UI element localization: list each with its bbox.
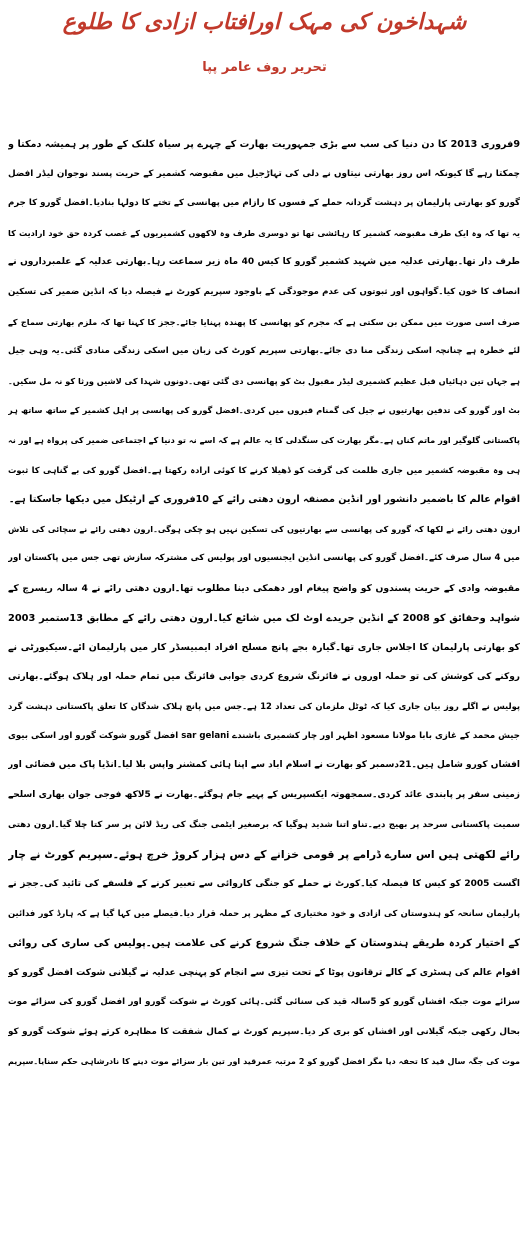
body-line: 9فروری 2013 کا دن دنیا کی سب سے بڑی جمہوریت بھارت کے چہرے پر سیاہ کلنک کے طور پر ہمیشہ دمکتا و [8, 139, 520, 150]
body-line: ہے جہاں تین دہائیاں قبل عظیم کشمیری لیڈر مقبول بٹ کو پھانسی دی گئی تھی۔دونوں شہدا کی لاشیں ورثا کو نہ مل سکیں۔ [8, 375, 520, 386]
body-line: مقبوضہ وادی کے حریت پسندوں کو واضح پیغام اور دھمکی دینا مطلوب تھا۔ارون دھتی رائے نے 4 سالہ ریسرچ کے [8, 582, 520, 594]
body-line: کے اختیار کردہ طریقے ہندوستان کے خلاف جنگ شروع کرنے کی علامت ہیں۔پولیس کی ساری کی روائی [8, 938, 520, 950]
body-line: بحال رکھی جبکہ گیلانی اور افشاں کو بری کر دیا۔سپریم کورٹ نے کمال شفقت کا مظاہرہ کرتے ہوئے شوکت گورو کو [8, 1026, 520, 1037]
article-body [8, 130, 520, 1077]
article-title: شہداخون کی مہک اورافتاب ازادی کا طلوع [62, 10, 467, 35]
body-line: پاکستانی گلوگیر اور ماتم کناں ہے۔مگر بھارت کی سنگدلی کا یہ عالم ہے کہ اسے نہ تو دنیا کے اجتماعی ضمیر کی پرواہ ہے اور نہ [8, 434, 520, 445]
body-line: اقوام عالم کی ہسٹری کے کالے ترقانون پوٹا کے تحت تیزی سے انجام کو پہنچی عدلیہ نے گیلانی شوکت افضل گورو کو [8, 967, 520, 978]
body-line: سمیت پاکستانی سرحد پر بھیج دیے۔تناو اتنا شدید ہوگیا کہ برصغیر ایٹمی جنگ کی ریڈ لائن پر سر کتا چلا گیا۔ارون دھتی [8, 819, 520, 830]
body-line: ہی وہ مقبوضہ کشمیر میں جاری ظلمت کی گرفت کو ڈھیلا کرنے کا کوئی ارادہ رکھتا ہے۔افضل گورو کی بے گناہی کا ثبوت [8, 464, 520, 475]
body-line: رائے لکھتی ہیں اس سارے ڈرامے پر قومی خزانے کے دس ہزار کروڑ خرچ ہوئے۔سپریم کورٹ نے چار [8, 848, 520, 862]
body-line: افشاں کورو شامل ہیں۔21دسمبر کو بھارت نے اسلام اباد سے اپنا ہائی کمشنر واپس بلا لیا۔انڈیا پاک میں فضائی اور [8, 760, 520, 771]
body-line: جیش محمد کے غازی بابا مولانا مسعود اظہر اور چار کشمیری باشندے sar gelani افضل گورو شوکت گورو اور اسکی بیوی [8, 730, 520, 741]
body-line: یہ تھا کہ وہ ایک طرف مقبوضہ کشمیر کا رہائشی تھا تو دوسری طرف وہ لاکھوں کشمیریوں کے غصب کردہ حق خود ارادیت کا [8, 227, 520, 238]
body-line: روکنے کی کوشش کی تو حملہ اوروں نے فائرنگ شروع کردی جوابی فائرنگ میں تمام حملہ اور ہلاک ہوگئے۔بھارتی [8, 671, 520, 682]
body-line: بٹ اور گورو کی تدفین بھارتیوں نے جیل کی گمنام قبروں میں کردی۔افضل گورو کی پھانسی پر اہل کشمیر کے ساتھ ساتھ ہر [8, 405, 520, 416]
body-line: شواہد وحقائق کو 2008 کے انڈین جریدے اوٹ لک میں شائع کیا۔ارون دھتی رائے کے مطابق 13ستمبر 2003 [8, 612, 520, 624]
body-line: ارون دھتی رائے نے لکھا کہ گورو کی پھانسی سے بھارتیوں کی تسکین نہیں ہو چکی ہوگی۔ارون دھتی رائے نے سچائی کی تلاش [8, 523, 520, 534]
body-line: سزائے موت جبکہ افشاں گورو کو 5سالہ قید کی سنائی گئی۔ہائی کورٹ نے شوکت گورو اور افضل گورو کی سزائے موت [8, 997, 520, 1008]
body-line: کو بھارتی پارلیمان کا اجلاس جاری تھا۔گیارہ بجے پانچ مسلح افراد ایمبیسڈر کار میں پارلیمان ائے۔سیکیورٹی نے [8, 642, 520, 654]
body-line: پولیس نے اگلے روز بیان جاری کیا کہ ٹوٹل ملزمان کی تعداد 12 ہے۔جس میں پانچ ہلاک شدگان کا تعلق پاکستانی دہشت گرد [8, 701, 520, 712]
body-line: اگست 2005 کو کیس کا فیصلہ کیا۔کورٹ نے حملے کو جنگی کاروائی سے تعبیر کرنے کے فلسفے کی تائید کی۔ججز نے [8, 878, 520, 889]
body-line: زمینی سفر پر پابندی عائد کردی۔سمجھوتہ ایکسپریس کے پہیے جام ہوگئے۔بھارت نے 5لاکھ فوجی جوان بھاری اسلحے [8, 790, 520, 801]
body-line: صرف اسی صورت میں ممکن بن سکتی ہے کہ مجرم کو پھانسی کا پھندہ پہنایا جائے۔ججز کا کہنا تھا کہ ملزم بھارتی سماج کے [8, 316, 520, 327]
body-line: چمکتا رہے گا کیونکہ اس روز بھارتی نیتاوں نے دلی کی تہاڑجیل میں مقبوضہ کشمیر کے حریت پسند نوجوان لیڈر افضل [8, 168, 520, 179]
body-line: انصاف کا خون کیا۔گواہوں اور ثبوتوں کی عدم موجودگی کے باوجود سپریم کورٹ نے فیصلہ دیا کہ انڈین ضمیر کی تسکین [8, 286, 520, 297]
body-line: اقوام عالم کا باضمیر دانشور اور انڈین مصنفہ ارون دھتی رائے کے 10فروری کے ارٹیکل میں دیکھا جاسکتا ہے۔ [8, 494, 520, 506]
body-line: پارلیمان سانحہ کو ہندوستان کی ازادی و خود مختیاری کے مظہر پر حملہ قرار دیا۔فیصلے میں کہا گیا ہے کہ ہارڈ کور فدائین [8, 908, 520, 919]
body-line: طرف دار تھا۔بھارتی عدلیہ میں شہید کشمیر گورو کا کیس 40 ماہ زیر سماعت رہا۔بھارتی عدلیہ کے علمبرداروں نے [8, 257, 520, 268]
body-line: میں 4 سال صرف کئے۔افضل گورو کی پھانسی انڈین ایجنسیوں اور پولیس کی مشترکہ سازش تھی جس میں پاکستان اور [8, 553, 520, 564]
article-byline: تحریر روف عامر پپا [202, 60, 327, 75]
body-line: موت کی جگہ سال قید کا تحفہ دیا مگر افضل گورو کو 2 مرتبہ عمرقید اور تین بار سزائے موت دینے کا نادرشاہی حکم سنایا۔سپریم [8, 1057, 520, 1067]
body-line: گورو کو بھارتی پارلیمان پر دہشت گردانہ حملے کے فسوں کا رازام میں پھانسی کے تختے کا دولہا بنادیا۔افضل گورو کا جرم [8, 198, 520, 209]
body-line: لئے خطرہ ہے چنانچہ اسکی زندگی منا دی جائے۔بھارتی سپریم کورٹ کی زبان میں اسکی زندگی منادی گئی۔یہ وہی جیل [8, 346, 520, 357]
